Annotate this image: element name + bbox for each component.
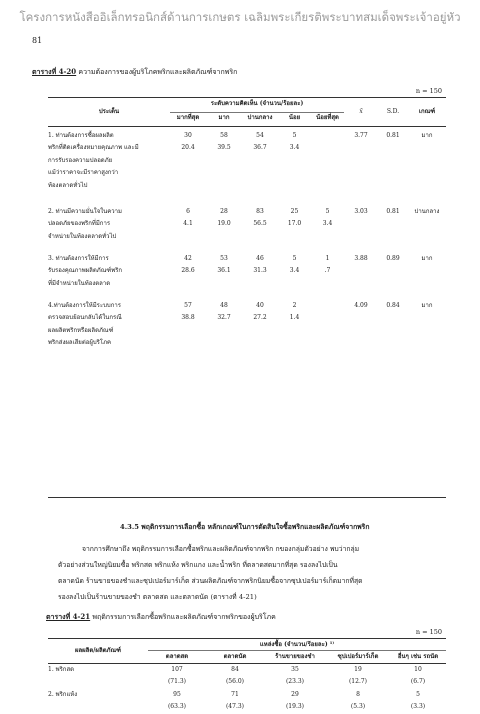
mean-cell: 3.03 (354, 208, 368, 215)
source-cell: 35 (23.3) (285, 666, 305, 686)
criteria-cell: มาก (421, 255, 433, 262)
table-row (48, 664, 446, 689)
sd-cell: 0.84 (386, 302, 400, 309)
table2-header-source: ตลาดสด (165, 653, 189, 660)
table1-caption-text: ความต้องการของผู้บริโภคพริกและผลิตภัณฑ์จากพริก (76, 68, 238, 76)
mean-cell: 3.88 (354, 255, 368, 262)
criteria-cell: มาก (421, 132, 433, 139)
paragraph-line: ตลาดนัด ร้านขายของชำและซุปเปอร์มาร์เก็ต ส่วนผลิตภัณฑ์จากพริกนิยมซื้อจากซุปเปอร์มาร์เก็ตมากที่สุด (58, 577, 363, 585)
table2-caption (46, 612, 276, 623)
table1-header-mean: x̄ (359, 107, 363, 115)
table-row (48, 130, 446, 206)
table1-bottom-rule (48, 497, 446, 498)
table1-header (48, 98, 446, 126)
table1-n-note: n = 150 (415, 87, 442, 95)
book-header: โครงการหนังสืออิเล็กทรอนิกส์ด้านการเกษตร เฉลิมพระเกียรติพระบาทสมเด็จพระเจ้าอยู่หัว (19, 10, 461, 24)
level-cell: 28 19.0 (217, 208, 231, 228)
level-cell (311, 130, 344, 206)
level-cell: 6 4.1 (183, 208, 193, 228)
table-row (48, 689, 446, 714)
source-cell: 95 (63.3) (167, 690, 187, 711)
table2-header-source: ร้านขายของชำ (275, 653, 315, 660)
table1-header-rule (48, 126, 446, 127)
table1-body (48, 130, 446, 360)
table1-header-level: มาก (218, 114, 230, 121)
table-row (48, 253, 446, 300)
table2-header-source: ตลาดนัด (223, 653, 247, 660)
table1-header-issue: ประเด็น (98, 107, 120, 115)
table1-caption-label: ตารางที่ 4-20 (32, 67, 77, 76)
table2-body-viewport (48, 664, 446, 711)
level-cell: 40 27.2 (253, 302, 267, 322)
page-number: 81 (32, 36, 43, 45)
issue-cell: 4.ท่านต้องการให้มีระบบการ ตรวจสอบย้อนกลับได้ในกรณี ผลผลิตพริกหรือผลิตภัณฑ์ พริกส่งผลเสียต่อผู้บริโภค (48, 302, 122, 347)
paragraph-line: รองลงไปเป็นร้านขายของชำ ตลาดสด และตลาดนัด (ตารางที่ 4-21) (58, 593, 257, 601)
table2-header (48, 639, 446, 663)
criteria-cell: มาก (421, 302, 433, 309)
level-cell: 48 32.7 (217, 302, 231, 322)
source-cell: 71 (47.3) (225, 690, 245, 711)
issue-cell: 2. ท่านมีความมั่นใจในความ ปลอดภัยของพริกที่มีการ จำหน่ายในท้องตลาดทั่วไป (48, 208, 122, 240)
criteria-cell: ปานกลาง (414, 208, 440, 215)
table2-header-product: ผลผลิต/ผลิตภัณฑ์ (74, 646, 122, 654)
table1-header-level: มากที่สุด (176, 114, 200, 121)
mean-cell: 4.09 (354, 302, 368, 309)
table1-header-level: น้อยที่สุด (316, 114, 339, 121)
source-cell: 5 (3.3) (410, 690, 426, 711)
level-cell: 1 .7 (324, 255, 331, 275)
level-cell: 2 1.4 (289, 302, 300, 322)
level-cell: 57 38.8 (181, 302, 195, 322)
paragraph-line: ตัวอย่างส่วนใหญ่นิยมซื้อ พริกสด พริกแห้ง พริกแกง และน้ำพริก ที่ตลาดสดมากที่สุด รองลงไปเป็น (58, 561, 338, 569)
level-cell: 42 28.6 (181, 255, 195, 275)
product-cell: 2. พริกแห้ง (48, 690, 78, 698)
table2-n-note: n = 150 (415, 628, 442, 636)
source-cell: 8 (5.3) (350, 690, 366, 711)
table2-body (48, 664, 446, 714)
section-heading: 4.3.5 พฤติกรรมการเลือกซื้อ หลักเกณฑ์ในการตัดสินใจซื้อพริกและผลิตภัณฑ์จากพริก (120, 523, 370, 531)
level-cell: 58 39.5 (217, 132, 231, 152)
source-cell: 107 (71.3) (167, 666, 187, 686)
table2-caption-text: พฤติกรรมการเลือกซื้อพริกและผลิตภัณฑ์จากพริกของผู้บริโภค (90, 613, 276, 621)
level-cell: 25 17.0 (287, 208, 302, 228)
table2-caption-label: ตารางที่ 4-21 (46, 612, 91, 621)
level-cell: 30 20.4 (181, 132, 195, 152)
sd-cell: 0.89 (386, 255, 400, 262)
source-cell: 84 (56.0) (225, 666, 245, 686)
source-cell: 10 (6.7) (410, 666, 426, 686)
table-row (48, 300, 446, 360)
level-cell: 5 3.4 (289, 255, 300, 275)
table-row (48, 206, 446, 253)
table1-header-group: ระดับความคิดเห็น (จำนวน/ร้อยละ) (210, 100, 304, 107)
level-cell: 5 3.4 (322, 208, 333, 228)
table2-header-source: อื่นๆ เช่น รถนัด (397, 653, 439, 660)
product-cell: 1. พริกสด (48, 666, 75, 673)
table1-header-sd: S.D. (386, 107, 400, 115)
mean-cell: 3.77 (354, 132, 368, 139)
issue-cell: 3. ท่านต้องการให้มีการ รับรองคุณภาพผลิตภัณฑ์พริก ที่มีจำหน่ายในท้องตลาด (48, 255, 123, 287)
level-cell: 46 31.3 (253, 255, 267, 275)
table1-header-criteria: เกณฑ์ (418, 107, 436, 115)
sd-cell: 0.81 (386, 132, 400, 139)
table1-header-level: ปานกลาง (247, 114, 273, 121)
source-cell: 19 (12.7) (348, 666, 368, 686)
source-cell: 29 (19.3) (285, 690, 305, 711)
table1-caption (32, 67, 237, 78)
level-cell: 83 56.5 (253, 208, 267, 228)
level-cell: 54 36.7 (253, 132, 267, 152)
paragraph-line: จากการศึกษาถึง พฤติกรรมการเลือกซื้อพริกและผลิตภัณฑ์จากพริก กของกลุ่มตัวอย่าง พบว่ากลุ่ม (82, 545, 360, 553)
table1-header-level: น้อย (288, 114, 301, 121)
level-cell (311, 300, 344, 360)
table2-header-source: ซุปเปอร์มาร์เก็ต (337, 653, 379, 660)
level-cell: 53 36.1 (217, 255, 231, 275)
table2-header-group: แหล่งซื้อ (จำนวน/ร้อยละ) ¹⁾ (259, 641, 335, 648)
sd-cell: 0.81 (386, 208, 400, 215)
issue-cell: 1. ท่านต้องการซื้อผลผลิต พริกที่ติดเครื่องหมายคุณภาพ และมี การรับรองความปลอดภัย แม้ว่าราคาจะมีราคาสูงกว่า ท้องตลาดทั่วไป (48, 132, 139, 189)
level-cell: 5 3.4 (289, 132, 300, 152)
